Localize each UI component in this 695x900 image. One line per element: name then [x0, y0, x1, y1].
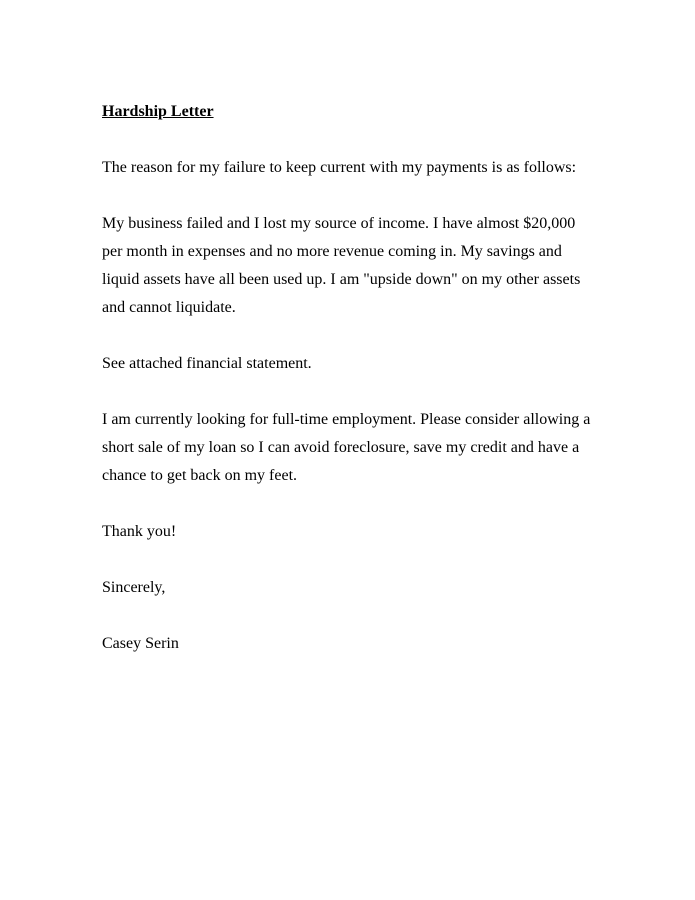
letter-title: Hardship Letter — [102, 103, 214, 120]
hardship-letter — [102, 98, 602, 686]
paragraph-line: liquid assets have all been used up. I am "upside down" on my other assets — [102, 271, 581, 288]
intro-paragraph: The reason for my failure to keep current with my payments is as follows: — [102, 159, 577, 176]
paragraph-line: short sale of my loan so I can avoid foreclosure, save my credit and have a — [102, 439, 580, 456]
paragraph-line: chance to get back on my feet. — [102, 467, 298, 484]
request-paragraph — [102, 406, 602, 490]
attachment-note: See attached financial statement. — [102, 355, 312, 372]
paragraph-line: My business failed and I lost my source of income. I have almost $20,000 — [102, 215, 576, 232]
paragraph-line: I am currently looking for full-time employment. Please consider allowing a — [102, 411, 591, 428]
closing-line: Sincerely, — [102, 579, 166, 596]
paragraph-line: and cannot liquidate. — [102, 299, 236, 316]
signature-name: Casey Serin — [102, 635, 179, 652]
business-failure-paragraph — [102, 210, 602, 322]
paragraph-line: per month in expenses and no more revenue coming in. My savings and — [102, 243, 562, 260]
thanks-line: Thank you! — [102, 523, 177, 540]
